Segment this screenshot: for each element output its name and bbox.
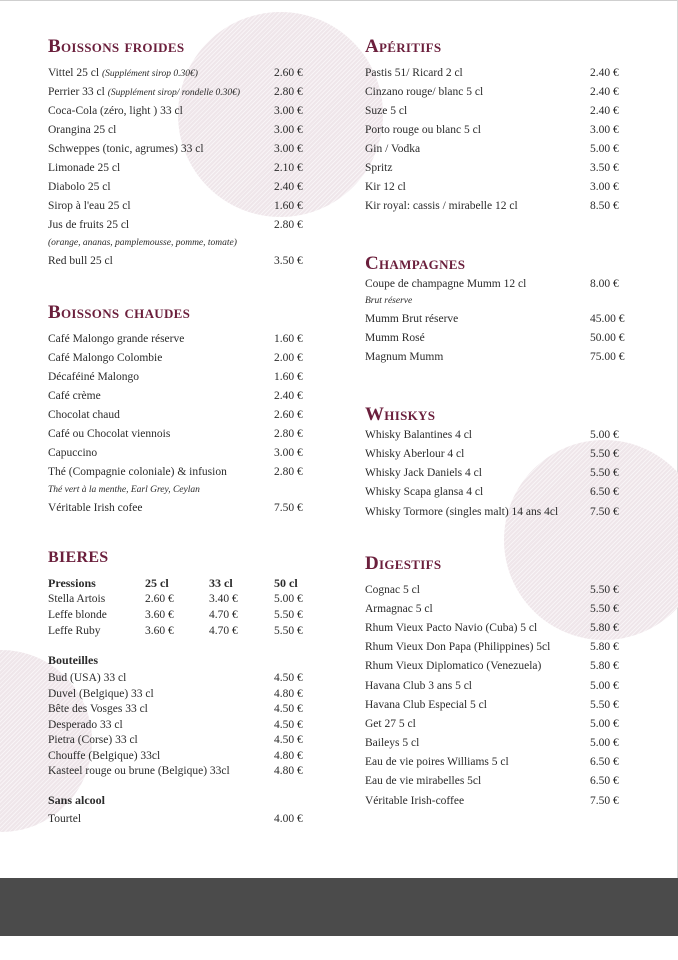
menu-price: 3.60 € <box>145 609 174 621</box>
menu-price: 4.80 € <box>274 765 303 777</box>
menu-item: Porto rouge ou blanc 5 cl <box>365 124 481 136</box>
menu-price: 5.80 € <box>590 641 619 653</box>
menu-item: Eau de vie poires Williams 5 cl <box>365 756 509 768</box>
menu-item: Orangina 25 cl <box>48 124 117 136</box>
menu-price: 3.00 € <box>274 105 303 117</box>
menu-price: 5.50 € <box>590 448 619 460</box>
size-header-25cl: 25 cl <box>145 576 169 590</box>
section-title-champagnes: Champagnes <box>365 253 466 274</box>
menu-item: Desperado 33 cl <box>48 719 123 731</box>
menu-price: 2.60 € <box>274 409 303 421</box>
section-title-whiskys: Whiskys <box>365 404 436 425</box>
menu-item: Bête des Vosges 33 cl <box>48 703 148 715</box>
menu-item: Spritz <box>365 162 393 174</box>
menu-price: 3.60 € <box>145 625 174 637</box>
menu-item: Véritable Irish cofee <box>48 502 143 514</box>
menu-item: Rhum Vieux Diplomatico (Venezuela) <box>365 660 542 672</box>
menu-price: 2.40 € <box>590 67 619 79</box>
menu-item: Vittel 25 cl (Supplément sirop 0.30€) <box>48 67 198 79</box>
menu-item: Chocolat chaud <box>48 409 120 421</box>
menu-price: 5.00 € <box>590 680 619 692</box>
menu-item: Red bull 25 cl <box>48 255 113 267</box>
menu-price: 3.00 € <box>274 447 303 459</box>
menu-price: 4.50 € <box>274 719 303 731</box>
menu-item: Pietra (Corse) 33 cl <box>48 734 138 746</box>
menu-price: 5.50 € <box>590 603 619 615</box>
menu-price: 5.50 € <box>274 609 303 621</box>
menu-item: Café ou Chocolat viennois <box>48 428 171 440</box>
menu-item: Rhum Vieux Don Papa (Philippines) 5cl <box>365 641 551 653</box>
menu-item: Thé (Compagnie coloniale) & infusion <box>48 466 227 478</box>
top-border <box>0 0 678 1</box>
menu-price: 4.50 € <box>274 672 303 684</box>
menu-price: 4.50 € <box>274 734 303 746</box>
menu-item: Kasteel rouge ou brune (Belgique) 33cl <box>48 765 230 777</box>
menu-item: Duvel (Belgique) 33 cl <box>48 688 154 700</box>
menu-price: 1.60 € <box>274 371 303 383</box>
menu-item: Tourtel <box>48 813 82 825</box>
menu-item: Gin / Vodka <box>365 143 421 155</box>
menu-price: 4.70 € <box>209 625 238 637</box>
menu-item: Baileys 5 cl <box>365 737 420 749</box>
menu-price: 2.40 € <box>274 390 303 402</box>
subhead-bouteilles: Bouteilles <box>48 653 98 667</box>
menu-price: 2.10 € <box>274 162 303 174</box>
menu-price: 3.00 € <box>590 124 619 136</box>
menu-price: 8.50 € <box>590 200 619 212</box>
menu-price: 5.50 € <box>590 699 619 711</box>
menu-item: Suze 5 cl <box>365 105 408 117</box>
menu-item: Rhum Vieux Pacto Navio (Cuba) 5 cl <box>365 622 538 634</box>
menu-price: 5.80 € <box>590 622 619 634</box>
footer-bar <box>0 878 678 936</box>
menu-price: 4.50 € <box>274 703 303 715</box>
menu-price: 5.80 € <box>590 660 619 672</box>
menu-price: 2.40 € <box>590 86 619 98</box>
menu-item: Jus de fruits 25 cl <box>48 219 130 231</box>
size-header-33cl: 33 cl <box>209 576 233 590</box>
menu-item: Bud (USA) 33 cl <box>48 672 127 684</box>
menu-item: Havana Club Especial 5 cl <box>365 699 487 711</box>
menu-item: Eau de vie mirabelles 5cl <box>365 775 482 787</box>
menu-item: Coupe de champagne Mumm 12 cl <box>365 278 527 290</box>
menu-price: 3.00 € <box>274 143 303 155</box>
menu-item: Café Malongo Colombie <box>48 352 163 364</box>
menu-price: 45.00 € <box>590 313 625 325</box>
menu-price: 2.80 € <box>274 86 303 98</box>
menu-price: 7.50 € <box>590 506 619 518</box>
beer-row: Stella Artois <box>48 593 106 605</box>
menu-price: 3.00 € <box>274 124 303 136</box>
subhead-pressions: Pressions <box>48 576 96 590</box>
menu-price: 4.70 € <box>209 609 238 621</box>
menu-price: 2.40 € <box>590 105 619 117</box>
menu-item: Véritable Irish-coffee <box>365 795 465 807</box>
menu-item: Whisky Aberlour 4 cl <box>365 448 465 460</box>
menu-price: 7.50 € <box>274 502 303 514</box>
menu-item: Limonade 25 cl <box>48 162 121 174</box>
menu-price: 4.80 € <box>274 750 303 762</box>
menu-price: 75.00 € <box>590 351 625 363</box>
menu-price: 1.60 € <box>274 200 303 212</box>
beer-row: Leffe blonde <box>48 609 107 621</box>
menu-price: 7.50 € <box>590 795 619 807</box>
menu-item: Cinzano rouge/ blanc 5 cl <box>365 86 484 98</box>
menu-price: 5.50 € <box>274 625 303 637</box>
menu-price: 3.00 € <box>590 181 619 193</box>
menu-price: 2.60 € <box>145 593 174 605</box>
menu-item: Schweppes (tonic, agrumes) 33 cl <box>48 143 204 155</box>
menu-item: Mumm Brut réserve <box>365 313 459 325</box>
menu-item: Mumm Rosé <box>365 332 425 344</box>
menu-item: Café crème <box>48 390 101 402</box>
menu-item: Sirop à l'eau 25 cl <box>48 200 131 212</box>
menu-price: 5.00 € <box>590 429 619 441</box>
menu-item: Whisky Tormore (singles malt) 14 ans 4cl <box>365 506 559 518</box>
menu-price: 5.50 € <box>590 584 619 596</box>
section-title-bieres: BIERES <box>48 549 109 566</box>
section-title-aperitifs: Apéritifs <box>365 36 442 57</box>
menu-price: 2.00 € <box>274 352 303 364</box>
menu-item: Café Malongo grande réserve <box>48 333 185 345</box>
menu-item: Capuccino <box>48 447 98 459</box>
menu-item: Kir 12 cl <box>365 181 406 193</box>
menu-item: Havana Club 3 ans 5 cl <box>365 680 472 692</box>
menu-price: 6.50 € <box>590 756 619 768</box>
menu-price: 2.80 € <box>274 466 303 478</box>
menu-price: 3.40 € <box>209 593 238 605</box>
menu-item: Perrier 33 cl (Supplément sirop/ rondelle 0.30€) <box>48 86 240 98</box>
subhead-sans-alcool: Sans alcool <box>48 793 106 807</box>
menu-price: 5.00 € <box>590 143 619 155</box>
menu-item: Whisky Balantines 4 cl <box>365 429 472 441</box>
menu-price: 6.50 € <box>590 486 619 498</box>
section-title-boissons-chaudes: Boissons chaudes <box>48 302 191 323</box>
menu-item: Diabolo 25 cl <box>48 181 111 193</box>
size-header-50cl: 50 cl <box>274 576 298 590</box>
menu-item: Whisky Scapa glansa 4 cl <box>365 486 484 498</box>
menu-price: 5.00 € <box>274 593 303 605</box>
menu-item: Coca-Cola (zéro, light ) 33 cl <box>48 105 183 117</box>
section-title-boissons-froides: Boissons froides <box>48 36 185 57</box>
item-note: (orange, ananas, pamplemousse, pomme, tomate) <box>48 238 237 248</box>
menu-price: 50.00 € <box>590 332 625 344</box>
menu-price: 4.00 € <box>274 813 303 825</box>
menu-price: 3.50 € <box>274 255 303 267</box>
menu-price: 6.50 € <box>590 775 619 787</box>
menu-price: 2.40 € <box>274 181 303 193</box>
menu-price: 5.50 € <box>590 467 619 479</box>
menu-item: Chouffe (Belgique) 33cl <box>48 750 161 762</box>
menu-price: 2.80 € <box>274 219 303 231</box>
item-note: Thé vert à la menthe, Earl Grey, Ceylan <box>48 485 200 495</box>
menu-item: Cognac 5 cl <box>365 584 420 596</box>
menu-item: Get 27 5 cl <box>365 718 416 730</box>
beer-row: Leffe Ruby <box>48 625 101 637</box>
section-title-digestifs: Digestifs <box>365 553 442 574</box>
menu-item: Décaféiné Malongo <box>48 371 140 383</box>
item-note: Brut réserve <box>365 296 413 306</box>
menu-item: Pastis 51/ Ricard 2 cl <box>365 67 463 79</box>
menu-price: 5.00 € <box>590 737 619 749</box>
menu-item: Whisky Jack Daniels 4 cl <box>365 467 482 479</box>
menu-price: 2.80 € <box>274 428 303 440</box>
menu-price: 8.00 € <box>590 278 619 290</box>
menu-price: 5.00 € <box>590 718 619 730</box>
menu-item: Magnum Mumm <box>365 351 444 363</box>
menu-price: 1.60 € <box>274 333 303 345</box>
menu-price: 3.50 € <box>590 162 619 174</box>
menu-item: Kir royal: cassis / mirabelle 12 cl <box>365 200 518 212</box>
menu-item: Armagnac 5 cl <box>365 603 433 615</box>
menu-price: 2.60 € <box>274 67 303 79</box>
menu-price: 4.80 € <box>274 688 303 700</box>
